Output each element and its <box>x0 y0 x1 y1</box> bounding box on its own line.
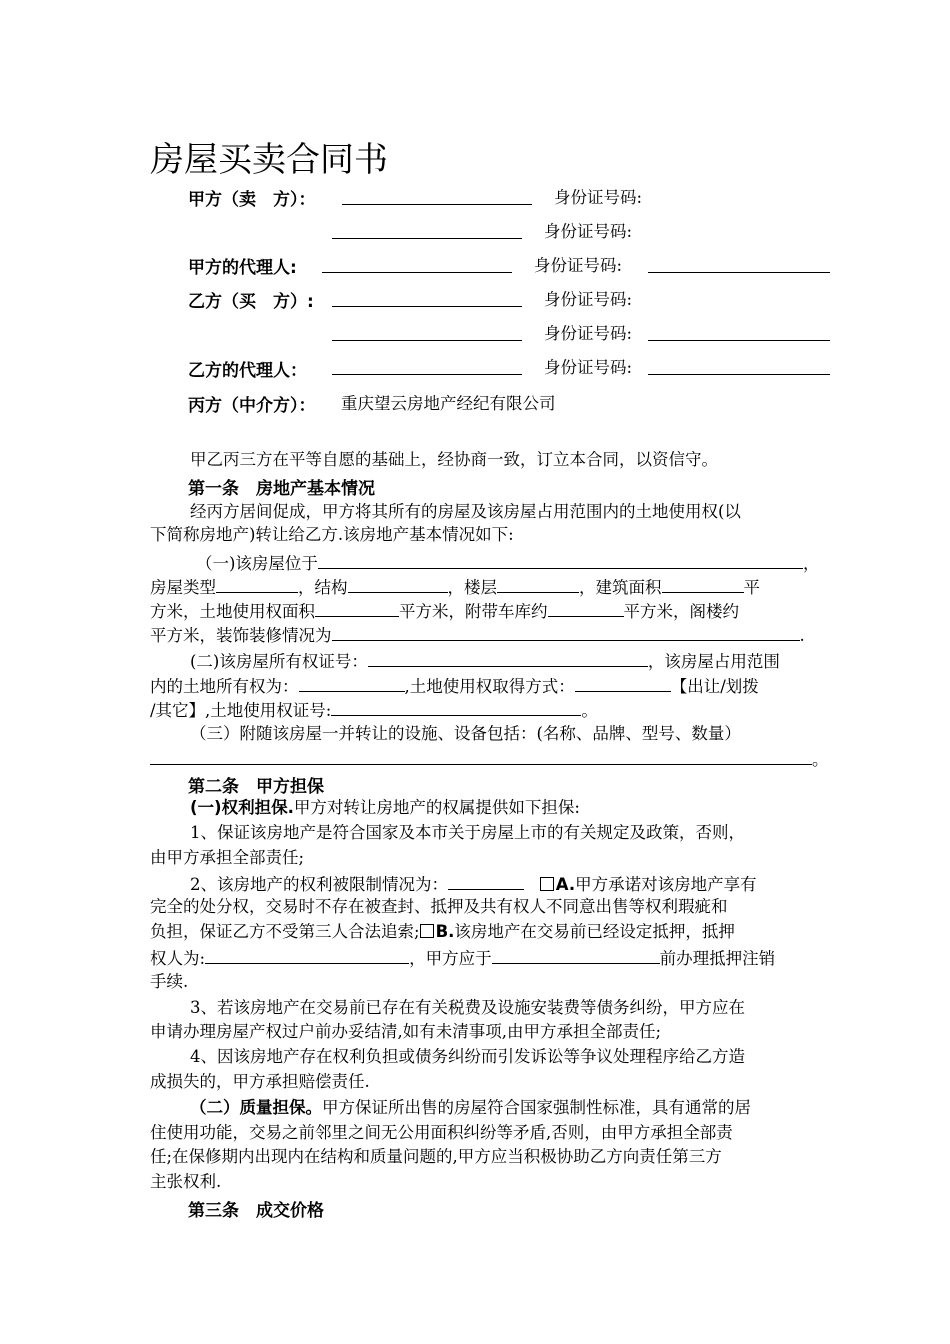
restriction-field[interactable] <box>448 871 524 890</box>
rights-guarantee-line: (一)权利担保.甲方对转让房地产的权属提供如下担保: <box>190 798 580 817</box>
quality-guarantee-line: （二）质量担保。甲方保证所出售的房屋符合国家强制性标准，具有通常的居 <box>190 1098 751 1117</box>
a2-s2c: 任;在保修期内出现内在结构和质量问题的,甲方应当积极协助乙方向责任第三方 <box>150 1147 722 1166</box>
buyer-agent-field[interactable] <box>332 374 522 375</box>
garage-area-field[interactable] <box>548 598 624 617</box>
floor-field[interactable] <box>497 574 579 593</box>
seller2-id-label: 身份证号码: <box>544 222 633 241</box>
item3-label: （三）附随该房屋一并转让的设施、设备包括：(名称、品牌、型号、数量） <box>190 724 741 743</box>
article1-heading: 第一条 房地产基本情况 <box>188 479 375 499</box>
seller-id-label: 身份证号码: <box>554 188 643 207</box>
a2-p2e: 手续. <box>150 972 189 991</box>
seller-agent-label: 甲方的代理人: <box>188 258 297 278</box>
article2-heading: 第二条 甲方担保 <box>188 777 324 797</box>
a2-p4a: 4、因该房地产存在权利负担或债务纠纷而引发诉讼等争议处理程序给乙方造 <box>190 1047 745 1066</box>
buyer-agent-id-field[interactable] <box>648 374 830 375</box>
option-b-checkbox[interactable] <box>420 924 434 938</box>
intermediary-name: 重庆望云房地产经纪有限公司 <box>341 394 556 413</box>
page-title: 房屋买卖合同书 <box>150 140 388 180</box>
intermediary-label: 丙方（中介方）： <box>188 396 316 416</box>
ownership-cert-field[interactable] <box>368 648 648 667</box>
a2-p2b: 完全的处分权，交易时不存在被查封、抵押及共有权人不同意出售等权利瑕疵和 <box>150 897 728 916</box>
a2-s2b: 住使用功能，交易之前邻里之间无公用面积纠纷等矛盾,否则，由甲方承担全部责 <box>150 1123 733 1142</box>
a2-p2d: 权人为: ，甲方应于 前办理抵押注销 <box>150 945 775 971</box>
intro-text: 甲乙丙三方在平等自愿的基础上，经协商一致，订立本合同，以资信守。 <box>190 450 718 469</box>
a2-p1a: 1、保证该房地产是符合国家及本市关于房屋上市的有关规定及政策，否则， <box>190 823 745 842</box>
mortgage-deadline-field[interactable] <box>492 945 660 964</box>
a2-p2a: 2、该房地产的权利被限制情况为： A.甲方承诺对该房地产享有 <box>190 871 757 897</box>
structure-field[interactable] <box>348 574 448 593</box>
mortgagee-field[interactable] <box>205 945 409 964</box>
a2-p3a: 3、若该房地产在交易前已存在有关税费及设施安装费等债务纠纷，甲方应在 <box>190 998 745 1017</box>
item1-line4: 平方米，装饰装修情况为 . <box>150 622 805 648</box>
building-area-field[interactable] <box>662 574 744 593</box>
item2-line1: (二)该房屋所有权证号： ，该房屋占用范围 <box>190 648 780 674</box>
seller-label: 甲方（卖 方）： <box>188 190 316 210</box>
location-field[interactable] <box>318 550 803 569</box>
a2-p1b: 由甲方承担全部责任; <box>150 848 305 867</box>
a2-p3b: 申请办理房屋产权过户前办妥结清,如有未清事项,由甲方承担全部责任; <box>150 1022 662 1041</box>
house-type-field[interactable] <box>216 574 298 593</box>
a2-s2d: 主张权利. <box>150 1172 222 1191</box>
buyer-agent-id-label: 身份证号码: <box>544 358 633 377</box>
buyer2-id-field[interactable] <box>648 340 830 341</box>
buyer2-name-field[interactable] <box>332 340 522 341</box>
decoration-field[interactable] <box>332 622 800 641</box>
item2-line3: /其它】,土地使用权证号: 。 <box>150 697 598 723</box>
land-cert-field[interactable] <box>331 697 581 716</box>
buyer2-id-label: 身份证号码: <box>544 324 633 343</box>
a2-p2c: 负担，保证乙方不受第三人合法追索; B.该房地产在交易前已经设定抵押，抵押 <box>150 922 735 941</box>
buyer-label: 乙方（买 方）: <box>188 292 314 312</box>
item1-line2: 房屋类型 ，结构 ，楼层 ，建筑面积 平 <box>150 574 760 600</box>
item2-line2: 内的土地所有权为： ,土地使用权取得方式： 【出让/划拨 <box>150 673 759 699</box>
buyer-name-field[interactable] <box>332 306 522 307</box>
a2-p4b: 成损失的，甲方承担赔偿责任. <box>150 1072 370 1091</box>
item1-line: （一)该房屋位于 ， <box>196 550 819 576</box>
land-acquisition-field[interactable] <box>575 673 671 692</box>
land-area-field[interactable] <box>315 598 399 617</box>
seller-agent-id-field[interactable] <box>648 272 830 273</box>
buyer-agent-label: 乙方的代理人： <box>188 361 307 381</box>
facilities-field[interactable] <box>150 746 812 765</box>
land-ownership-field[interactable] <box>299 673 405 692</box>
article1-p1b: 下简称房地产)转让给乙方.该房地产基本情况如下: <box>150 525 514 544</box>
seller-name-field[interactable] <box>342 204 532 205</box>
article3-heading: 第三条 成交价格 <box>188 1201 324 1221</box>
item1-line3: 方米，土地使用权面积 平方米，附带车库约 平方米，阁楼约 <box>150 598 739 624</box>
item3-line2: 。 <box>150 746 829 772</box>
buyer-id-label: 身份证号码: <box>544 290 633 309</box>
seller2-name-field[interactable] <box>332 238 522 239</box>
seller-agent-field[interactable] <box>322 272 512 273</box>
seller-agent-id-label: 身份证号码: <box>534 256 623 275</box>
option-a-checkbox[interactable] <box>540 877 554 891</box>
article1-p1a: 经丙方居间促成，甲方将其所有的房屋及该房屋占用范围内的土地使用权(以 <box>190 502 741 521</box>
